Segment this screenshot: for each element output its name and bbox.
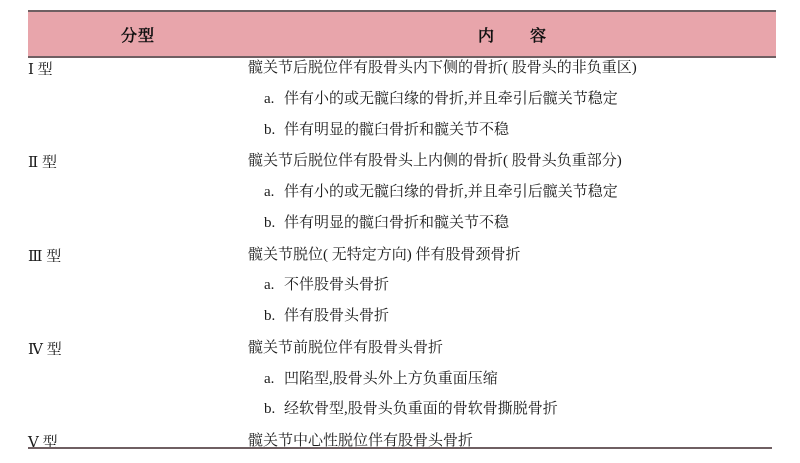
- row-type-2: Ⅱ 型: [28, 155, 57, 172]
- row-sub-item-1a: [248, 89, 776, 111]
- sub-marker-2b: b.: [264, 214, 276, 231]
- sub-marker-3b: b.: [264, 308, 276, 324]
- table-header: [28, 11, 776, 57]
- classification-table: [28, 10, 776, 463]
- row-main-text-4: 髋关节前脱位伴有股骨头骨折: [248, 339, 444, 356]
- table-row: [28, 151, 776, 244]
- sub-text-3b: 伴有股骨头骨折: [284, 308, 390, 324]
- column-header-type: 分型: [28, 11, 248, 57]
- sub-text-2b: 伴有明显的髋臼骨折和髋关节不稳: [284, 214, 510, 231]
- column-header-content-label: 内 容: [477, 27, 556, 45]
- sub-marker-1b: b.: [264, 121, 276, 138]
- sub-text-1b: 伴有明显的髋臼骨折和髋关节不稳: [284, 121, 510, 138]
- row-sub-item-2b: [248, 213, 776, 235]
- sub-text-4b: 经软骨型,股骨头负重面的骨软骨撕脱骨折: [284, 401, 558, 418]
- row-content-4: [248, 338, 776, 431]
- row-sub-item-1b: [248, 120, 776, 142]
- table-header-row: [28, 11, 776, 57]
- sub-text-1a: 伴有小的或无髋臼缘的骨折,并且牵引后髋关节稳定: [284, 90, 618, 107]
- row-type-1: Ⅰ 型: [28, 62, 53, 78]
- table-row: [28, 245, 776, 338]
- sub-marker-1a: a.: [264, 90, 275, 107]
- row-main-text-5: 髋关节中心性脱位伴有股骨头骨折: [248, 433, 474, 449]
- table-body: [28, 57, 776, 463]
- row-type-4: Ⅳ 型: [28, 341, 62, 358]
- row-sub-item-4a: [248, 369, 776, 391]
- row-main-text-3: 髋关节脱位( 无特定方向) 伴有股骨颈骨折: [248, 246, 521, 263]
- sub-marker-3a: a.: [264, 277, 275, 294]
- row-sub-item-4b: [248, 399, 776, 421]
- sub-text-2a: 伴有小的或无髋臼缘的骨折,并且牵引后髋关节稳定: [284, 184, 618, 200]
- row-content-3: [248, 245, 776, 338]
- row-content-2: [248, 151, 776, 244]
- table-row: [28, 57, 776, 151]
- row-type-3: Ⅲ 型: [28, 248, 62, 265]
- sub-text-3a: 不伴股骨头骨折: [284, 277, 390, 294]
- row-sub-item-3a: [248, 275, 776, 297]
- sub-marker-4a: a.: [264, 370, 275, 387]
- row-content-1: [248, 57, 776, 151]
- row-sub-item-2a: [248, 182, 776, 204]
- sub-text-4a: 凹陷型,股骨头外上方负重面压缩: [284, 370, 498, 387]
- sub-marker-2a: a.: [264, 184, 275, 200]
- row-sub-item-3b: [248, 306, 776, 328]
- row-main-text-2: 髋关节后脱位伴有股骨头上内侧的骨折( 股骨头负重部分): [248, 153, 622, 170]
- table-row: [28, 338, 776, 431]
- row-type-5: Ⅴ 型: [28, 435, 58, 451]
- table-page: [0, 10, 800, 459]
- row-main-text-1: 髋关节后脱位伴有股骨头内下侧的骨折( 股骨头的非负重区): [248, 60, 637, 76]
- sub-marker-4b: b.: [264, 401, 276, 418]
- column-header-content: [248, 11, 776, 57]
